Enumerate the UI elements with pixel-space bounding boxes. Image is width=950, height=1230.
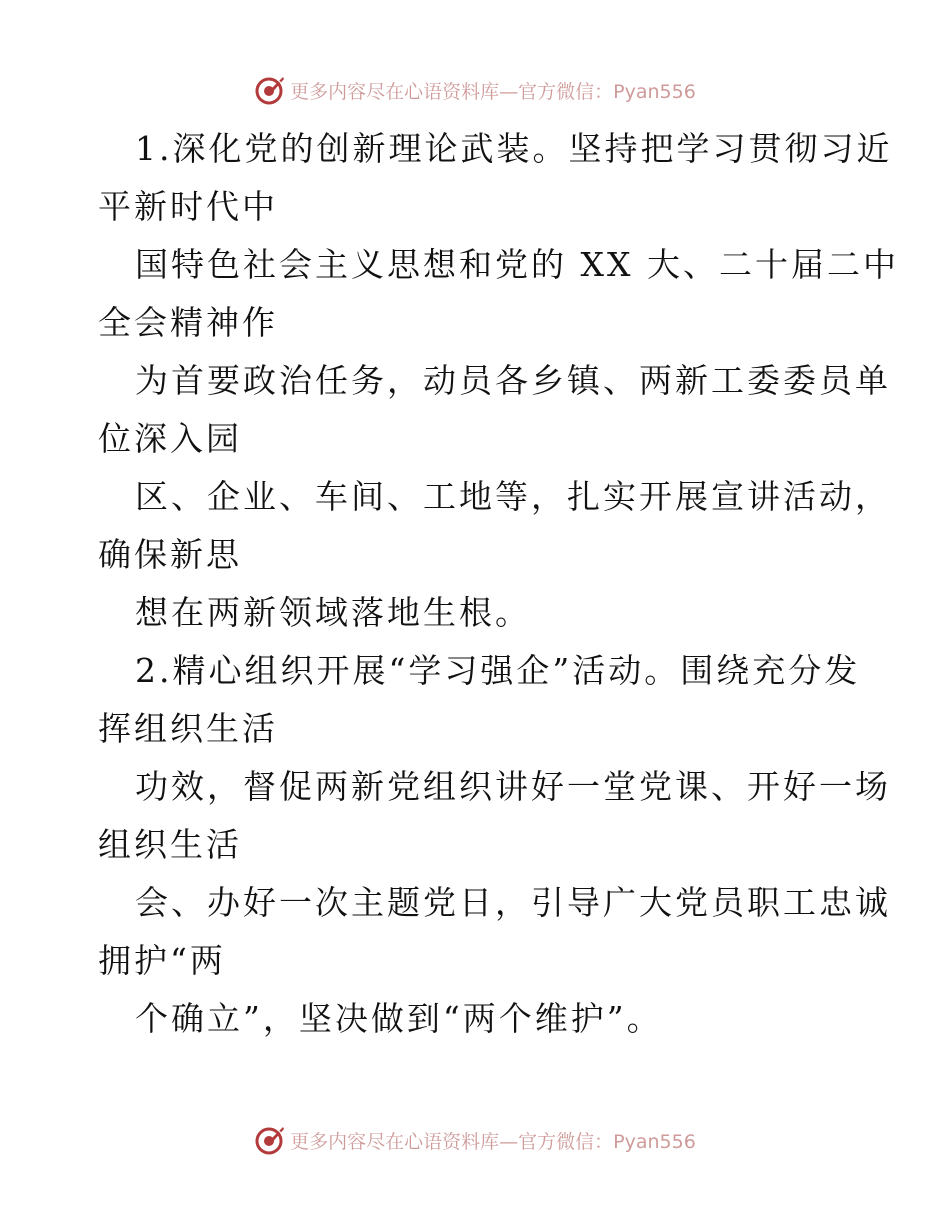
- footer-wechat-id: Pyan556: [613, 1130, 696, 1153]
- text-line-2: 平新时代中: [98, 187, 278, 226]
- text-line-10: 2.精心组织开展“学习强企”活动。围绕充分发: [135, 651, 861, 690]
- quill-logo-icon: [254, 74, 286, 106]
- text-line-11: 挥组织生活: [98, 709, 278, 748]
- footer-banner-content: [254, 1124, 696, 1156]
- text-line-3: 国特色社会主义思想和党的 XX 大、二十届二中: [135, 245, 899, 284]
- text-line-13: 组织生活: [98, 825, 242, 864]
- header-banner: [0, 72, 950, 108]
- footer-prefix: 更多内容尽在心语资料库—官方微信：: [290, 1130, 614, 1153]
- header-wechat-id: Pyan556: [613, 80, 696, 103]
- body-text: [98, 120, 899, 1048]
- text-line-15: 拥护“两: [98, 941, 226, 980]
- text-line-9: 想在两新领域落地生根。: [135, 593, 531, 632]
- header-banner-text: [290, 77, 696, 104]
- text-line-4: 全会精神作: [98, 303, 278, 342]
- text-line-8: 确保新思: [98, 535, 242, 574]
- text-line-14: 会、办好一次主题党日，引导广大党员职工忠诚: [135, 883, 891, 922]
- header-banner-content: [254, 74, 696, 106]
- text-line-16: 个确立”，坚决做到“两个维护”。: [135, 999, 663, 1038]
- header-prefix: 更多内容尽在心语资料库—官方微信：: [290, 80, 614, 103]
- text-line-7: 区、企业、车间、工地等，扎实开展宣讲活动，: [135, 477, 891, 516]
- text-line-1: 1.深化党的创新理论武装。坚持把学习贯彻习近: [135, 129, 893, 168]
- text-line-5: 为首要政治任务，动员各乡镇、两新工委委员单: [135, 361, 891, 400]
- quill-logo-icon: [254, 1124, 286, 1156]
- text-line-6: 位深入园: [98, 419, 242, 458]
- footer-banner: [0, 1122, 950, 1158]
- text-line-12: 功效，督促两新党组织讲好一堂党课、开好一场: [135, 767, 891, 806]
- footer-banner-text: [290, 1127, 696, 1154]
